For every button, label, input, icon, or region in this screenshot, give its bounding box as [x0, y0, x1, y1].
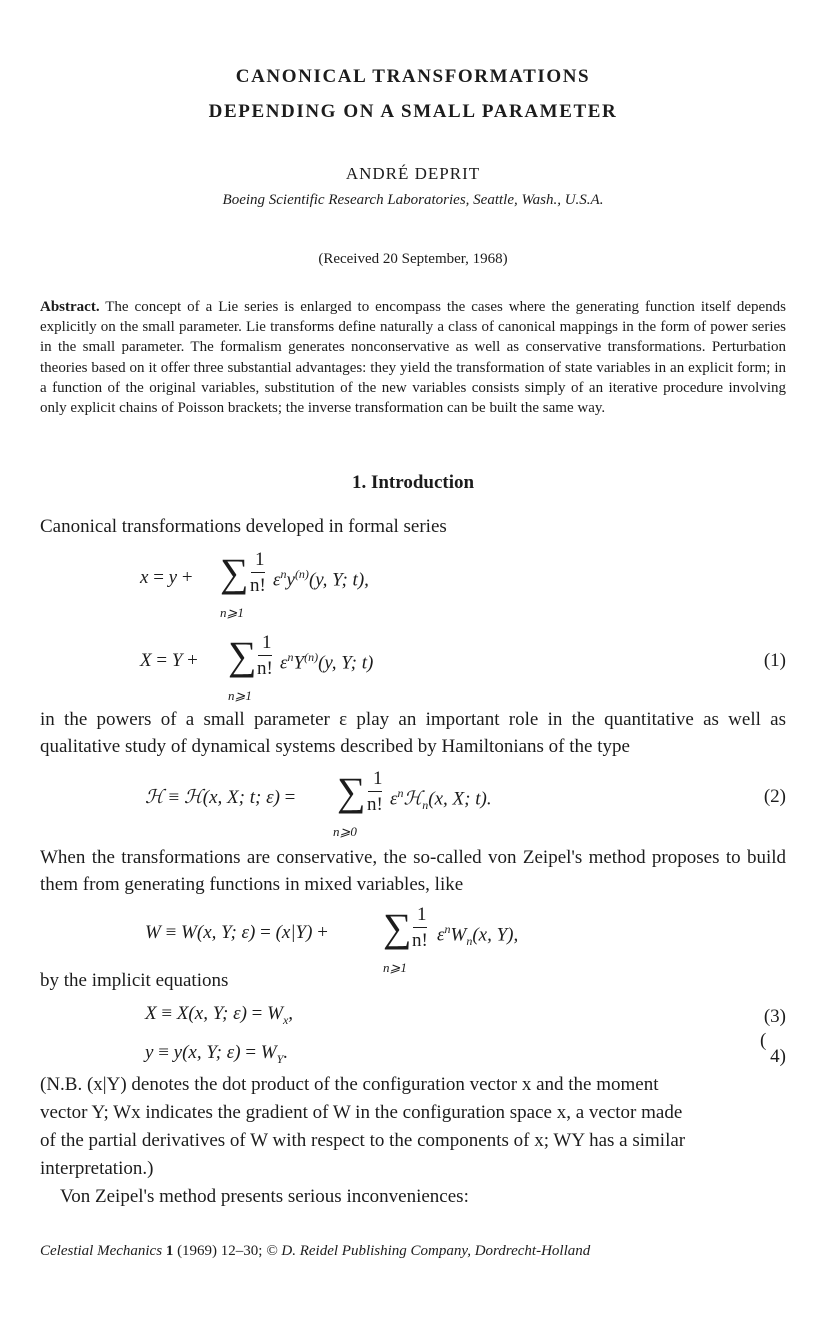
section-heading: 1. Introduction: [351, 472, 475, 493]
equation-number-2: (2): [763, 786, 786, 807]
paper-title-line1: CANONICAL TRANSFORMATIONS: [235, 66, 591, 87]
author-name: ANDRÉ DEPRIT: [345, 164, 481, 183]
fraction-numerator: 1: [373, 768, 383, 789]
note-line-2: vector Y; Wx indicates the gradient of W in the configuration space x, a vector made: [40, 1102, 683, 1123]
paragraph-3: When the transformations are conservative, the so-called von Zeipel's method proposes to build them from generating functions in mixed variables, like: [40, 847, 786, 895]
note-line-1: (N.B. (x|Y) denotes the dot product of the configuration vector x and the moment: [40, 1074, 659, 1095]
abstract: [40, 297, 786, 418]
fraction-numerator: 1: [262, 632, 272, 653]
fraction-denominator: n!: [367, 794, 383, 815]
equation-1a: x = y + ∑ n⩾1 1 n! $\varepsilon^ny^{(n)}(y$, Y; t),: [140, 549, 369, 620]
copyright-notice: © D. Reidel Publishing Company, Dordrecht-Holland: [266, 1243, 591, 1259]
equation-number-4: 4): [770, 1046, 786, 1067]
fraction-numerator: 1: [255, 549, 265, 570]
paragraph-intro: Canonical transformations developed in formal series: [40, 516, 447, 537]
abstract-label: Abstract.: [40, 299, 100, 315]
equation-4: y ≡ y(x, Y; $\varepsilon) = W_Y$.: [145, 1042, 289, 1066]
sum-subscript: n⩾1: [220, 605, 244, 620]
equation-number-4-paren: (: [760, 1030, 767, 1051]
paragraph-4: by the implicit equations: [40, 970, 229, 991]
fraction-denominator: n!: [257, 658, 273, 679]
journal-details: (1969) 12–30;: [177, 1243, 263, 1259]
paper-title-line2: DEPENDING ON A SMALL PARAMETER: [208, 101, 618, 122]
paragraph-2: in the powers of a small parameter ε play an important role in the quantitative as well as qualitative study of dynamical systems described by Hamiltonians of the type: [40, 709, 786, 757]
received-date: (Received 20 September, 1968): [318, 251, 508, 267]
equation-3: X ≡ X(x, Y; $\varepsilon) = W_x$,: [145, 1003, 294, 1027]
note-line-4: interpretation.): [40, 1158, 154, 1179]
abstract-text: The concept of a Lie series is enlarged to encompass the cases where the generating function itself depends explicitly on the small parameter. Lie transforms define naturally a class of canonical mappings in the form of power series in the small parameter. The formalism generates nonconservative as well as conservative transformations. Perturbation theories based on it offer three substantial advantages: they yield the transformation of state variables in an explicit form; in a function of the original variables, substitution of the new variables consists simply of an iterative procedure involving only explicit chains of Poisson brackets; the inverse transformation can be built the same way.: [40, 299, 786, 417]
sum-subscript-0: n⩾0: [333, 824, 357, 839]
fraction-denominator: n!: [412, 930, 428, 951]
equation-2: ℋ ≡ ℋ(x, X; t; ε) = ∑ n⩾0 1 n! $\varepsilon^nℋ_n(x$, X; t).: [145, 768, 492, 839]
equation-1b: X = Y + ∑ n⩾1 1 n! $\varepsilon^nY^{(n)}(y$, Y; t): [140, 632, 374, 703]
sum-subscript: n⩾1: [228, 688, 252, 703]
note-line-3: of the partial derivatives of W with respect to the components of x; WY has a similar: [40, 1130, 686, 1151]
equation-number-1: (1): [763, 650, 786, 671]
fraction-denominator: n!: [250, 575, 266, 596]
fraction-numerator: 1: [417, 904, 427, 925]
journal-footer: [40, 1243, 590, 1260]
generating-function-equation: W ≡ W(x, Y; ε) = (x|Y) + ∑ n⩾1 1 n! $\varepsilon^nW_n(x$, Y),: [145, 904, 519, 975]
equation-number-3: (3): [763, 1006, 786, 1027]
author-affiliation: Boeing Scientific Research Laboratories, Seattle, Wash., U.S.A.: [222, 192, 604, 208]
paragraph-6: Von Zeipel's method presents serious inconveniences:: [60, 1186, 469, 1207]
journal-name: Celestial Mechanics: [40, 1243, 163, 1259]
sum-subscript: n⩾1: [383, 960, 407, 975]
journal-volume: 1: [165, 1243, 174, 1259]
